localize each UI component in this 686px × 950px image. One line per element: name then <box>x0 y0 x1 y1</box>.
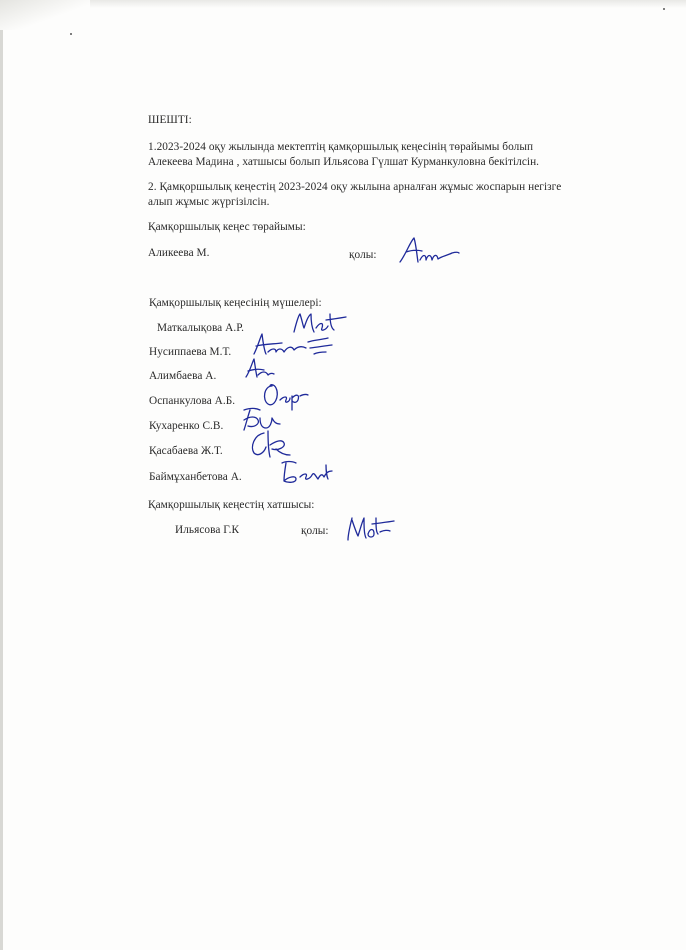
member-name: Оспанкулова А.Б. <box>149 395 236 407</box>
chair-signature <box>396 234 462 268</box>
member-name: Қасабаева Ж.Т. <box>149 445 223 457</box>
member-name: Алимбаева А. <box>149 370 217 382</box>
chair-title: Қамқоршылық кеңес төрайымы: <box>148 221 306 233</box>
member-signature <box>274 457 338 487</box>
page-top-edge <box>0 0 686 8</box>
member-name: Маткалықова А.Р. <box>157 322 244 334</box>
page-corner-shadow <box>0 0 90 30</box>
members-title: Қамқоршылық кеңесінің мүшелері: <box>149 297 322 309</box>
page-left-edge <box>0 0 3 950</box>
decision-2-line-2: алып жұмыс жүргізілсін. <box>148 196 270 208</box>
chair-name: Аликеева М. <box>148 247 210 259</box>
secretary-signature <box>344 512 404 544</box>
decision-1-line-1: 1.2023-2024 оқу жылында мектептің қамқоршылық кеңесінің төрайымы болып <box>148 141 534 153</box>
decision-heading: ШЕШТІ: <box>148 114 192 126</box>
decision-1-line-2: Алекеева Мадина , хатшысы болып Ильясова Гүлшат Курманкуловна бекітілсін. <box>148 156 540 168</box>
secretary-name: Ильясова Г.К <box>175 524 240 536</box>
member-name: Кухаренко С.В. <box>149 420 224 432</box>
member-signature <box>246 427 294 461</box>
secretary-title: Қамқоршылық кеңестің хатшысы: <box>148 499 315 511</box>
member-signature <box>242 355 276 383</box>
secretary-sign-label: қолы: <box>301 525 329 537</box>
decision-2-line-1: 2. Қамқоршылық кеңестің 2023-2024 оқу жылына арналған жұмыс жоспарын негізге <box>148 181 562 193</box>
paper-speck <box>663 8 665 10</box>
chair-sign-label: қолы: <box>349 249 377 261</box>
paper-speck <box>70 33 72 35</box>
member-name: Баймұханбетова А. <box>149 471 242 483</box>
member-name: Нусиппаева М.Т. <box>149 346 232 358</box>
